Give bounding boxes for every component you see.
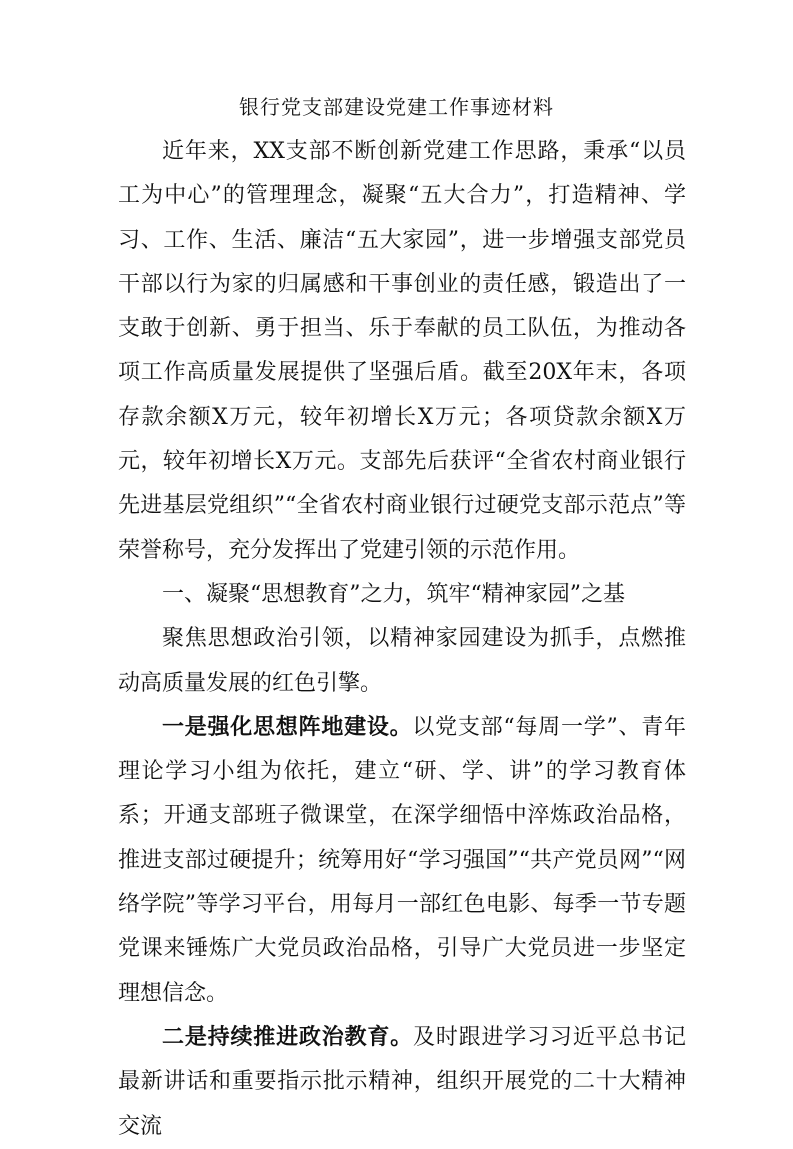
paragraph-intro — [118, 130, 686, 573]
paragraph-intro-text: 近年来，XX支部不断创新党建工作思路，秉承“以员工为中心”的管理理念，凝聚“五大合力”，打造精神、学习、工作、生活、廉洁“五大家园”，进一步增强支部党员干部以行为家的归属感和干事创业的责任感，锻造出了一支敢于创新、勇于担当、乐于奉献的员工队伍，为推动各项工作高质量发展提供了坚强后盾。截至20X年末，各项存款余额X万元，较年初增长X万元；各项贷款余额X万元，较年初增长X万元。支部先后获评“全省农村商业银行先进基层党组织”“全省农村商业银行过硬党支部示范点”等荣誉称号，充分发挥出了党建引领的示范作用。 — [118, 139, 686, 563]
paragraph-point-1-text: 以党支部“每周一学”、青年理论学习小组为依托，建立“研、学、讲”的学习教育体系；开通支部班子微课堂，在深学细悟中淬炼政治品格，推进支部过硬提升；统筹用好“学习强国”“共产党员网”“网络学院”等学习平台，用每月一部红色电影、每季一节专题党课来锤炼广大党员政治品格，引导广大党员进一步坚定理想信念。 — [118, 714, 686, 1006]
document-title: 银行党支部建设党建工作事迹材料 — [239, 95, 554, 119]
section-heading-1 — [118, 573, 686, 617]
document-body — [118, 130, 686, 1149]
paragraph-point-1-lead: 一是强化思想阵地建设。 — [162, 714, 413, 740]
paragraph-point-2-text: 及时跟进学习习近平总书记最新讲话和重要指示批示精神，组织开展党的二十大精神交流 — [118, 1024, 686, 1139]
paragraph-point-1 — [118, 706, 686, 1016]
paragraph-point-2-lead: 二是持续推进政治教育。 — [162, 1024, 413, 1050]
paragraph-section-1-intro-text: 聚焦思想政治引领，以精神家园建设为抓手，点燃推动高质量发展的红色引擎。 — [118, 626, 686, 696]
paragraph-section-1-intro — [118, 617, 686, 706]
section-heading-1-text: 一、凝聚“思想教育”之力，筑牢“精神家园”之基 — [162, 581, 625, 607]
paragraph-point-2 — [118, 1016, 686, 1149]
